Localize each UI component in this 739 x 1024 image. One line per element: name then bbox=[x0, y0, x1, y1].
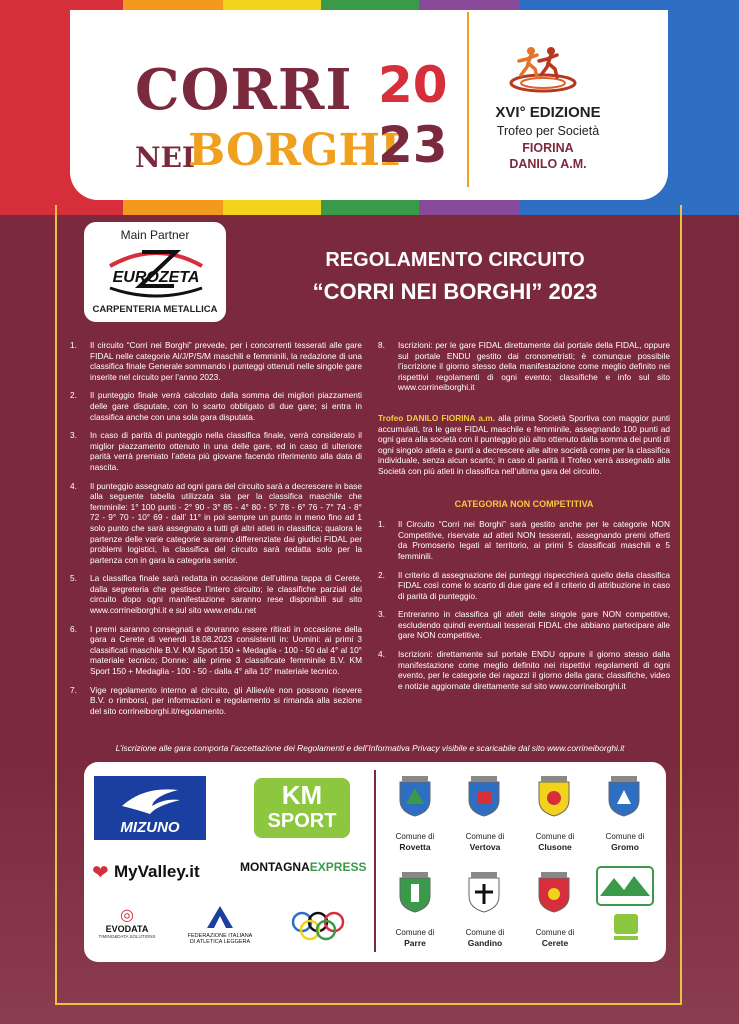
montagna-text: MONTAGNA bbox=[240, 860, 310, 874]
rule-number: 5. bbox=[70, 573, 77, 584]
rule-number: 4. bbox=[378, 649, 385, 660]
comune-name: Gandino bbox=[467, 938, 503, 948]
rule-text: Entreranno in classifica gli atleti delle singole gare NON competitive, escludendo quindi eventuali tesserati FIDAL che abbiano partecipare alle gare NON competitive. bbox=[398, 609, 670, 641]
myvalley-text: MyValley.it bbox=[114, 862, 200, 881]
rule-item bbox=[378, 570, 670, 602]
myvalley-logo bbox=[92, 858, 212, 886]
comune-rovetta bbox=[380, 832, 450, 853]
rule-item bbox=[70, 481, 362, 566]
comune-parre bbox=[380, 928, 450, 949]
title-corri: CORRI bbox=[135, 57, 353, 123]
comune-label: Comune di bbox=[535, 928, 575, 937]
rings-logo bbox=[288, 908, 360, 944]
title-borghi: BORGHI bbox=[188, 125, 401, 176]
trophy-paragraph-bold: Trofeo DANILO FIORINA a.m. bbox=[378, 412, 495, 423]
main-partner-box bbox=[84, 222, 226, 322]
fidal-line2: DI ATLETICA LEGGERA bbox=[189, 939, 251, 945]
partner-label: Main Partner bbox=[120, 228, 190, 242]
clusone-crest-icon bbox=[535, 774, 573, 818]
comune-gandino bbox=[450, 928, 520, 949]
rule-number: 1. bbox=[70, 340, 77, 350]
regulation-subtitle: “CORRI NEI BORGHI” 2023 bbox=[312, 279, 598, 304]
rovetta-crest-icon bbox=[396, 774, 434, 818]
year-top: 20 bbox=[378, 56, 448, 114]
rule-number: 3. bbox=[378, 609, 385, 620]
rule-number: 6. bbox=[70, 623, 77, 634]
rule-item bbox=[70, 685, 362, 717]
comune-clusone bbox=[520, 832, 590, 853]
rule-text: Il punteggio finale verrà calcolato dalla somma dei migliori piazzamenti delle gare disputate, con lo scarto obbligato di due gare; si entra in classifica anche con una sola gara disputata. bbox=[90, 390, 362, 422]
non-competitive-title: CATEGORIA NON COMPETITIVA bbox=[454, 498, 594, 509]
eurozeta-text: EUROZETA bbox=[112, 269, 200, 286]
comune-name: Clusone bbox=[538, 842, 572, 852]
evodata-subtitle: TIMING&DATA SOLUTIONS bbox=[98, 934, 156, 939]
comune-name: Cerete bbox=[541, 938, 569, 948]
rule-item bbox=[70, 340, 362, 382]
trophy-name-line2: DANILO A.M. bbox=[509, 157, 587, 171]
comune-label: Comune di bbox=[395, 832, 435, 841]
rule-text: Il punteggio assegnato ad ogni gara del circuito sarà a decrescere in base alla seguente tabella utilizzata sia per la classifica maschile che femminile: 1° 100 punti - 2° 90 - 3° 85 - 4° 80 - 5° 78 - 6° 76 - 7° 74 - 8° 72 - 9° 70 - 10° 69 - dall’ 11° in poi sempre un punto in meno fino ad 1 solo punto che sarà assegnato a tutti gli altri atleti in classifica; qualora le partenze delle varie categorie saranno differenziate dai giudici FIDAL per problemi logistici, la classifica del circuito sarà redatta solo per la partenza con in gara la categoria senior. bbox=[90, 480, 362, 565]
rule-number: 7. bbox=[70, 684, 77, 695]
comune-gromo bbox=[590, 832, 660, 853]
rules-left-column bbox=[70, 340, 362, 724]
partner-subtitle: CARPENTERIA METALLICA bbox=[92, 304, 218, 315]
rule-text: Iscrizioni: per le gare FIDAL direttamente dal portale della FIDAL, oppure sul portale ENDU gestito dai cronometristi; è comunque possibile l’iscrizione il giorno stesso della manifestazione come meglio definito nei rispettivi regolamenti di ogni evento; classifiche e info sul sito www.corrineiborghi.it bbox=[398, 340, 670, 393]
rule-item bbox=[378, 649, 670, 691]
comune-name: Parre bbox=[404, 938, 426, 948]
rule-item bbox=[70, 573, 362, 615]
km-text: KM bbox=[281, 780, 323, 810]
gromo-crest-icon bbox=[605, 774, 643, 818]
trophy-paragraph-text: alla prima Società Sportiva con maggior punti accumulati, tra le gare FIDAL maschile e femminile, assegnando 100 punti ad ogni gara alla società con il punteggio più alto ottenuto dalla somma dei punti di ogni singolo atleta e punti a decrescere alle altre società come per la classifica individuale, senza alcun scarto; in caso di parità il Trofeo verrà assegnato alla Società con più atleti in classifica nell’ultima gara del circuito. bbox=[378, 412, 670, 476]
rule-number: 2. bbox=[378, 569, 385, 580]
promoserio-logo bbox=[612, 912, 640, 942]
rule-text: I premi saranno consegnati e dovranno essere ritirati in occasione della gara a Cerete di venerdì 18.08.2023 consistenti in: Uomini: ai primi 3 classificati maschile B.V. KM Sport 150 + Medaglia - 100 - 50 dal 4° al 10° materiale tecnico; Donne: alle prime 3 classificate femminile B.V. KM Sport 150 + Medaglia - 100 - 50 - dalla 4° alla 10° materiale tecnico. bbox=[90, 623, 362, 677]
rule-text: La classifica finale sarà redatta in occasione dell’ultima tappa di Cerete, dalla segreteria che gestisce l’intero circuito; le classifiche parziali del circuito dopo ogni manifestazione saranno rese disponibili sul sito www.corrineiborghi.it e sul sito www.endu.net bbox=[90, 573, 362, 616]
montagna-express-logo bbox=[240, 860, 367, 884]
rule-number: 4. bbox=[70, 480, 77, 491]
valle-seriana-logo bbox=[596, 866, 654, 906]
comune-name: Gromo bbox=[611, 842, 639, 852]
mizuno-runbird-icon bbox=[94, 776, 206, 840]
edition: XVI° EDIZIONE bbox=[495, 104, 601, 121]
rule-text: In caso di parità di punteggio nella classifica finale, verrà considerato il miglior piazzamento ottenuto in una delle gare, ed in caso di ulteriore parità verrà premiato l’atleta più giovane facendo riferimento alla data di nascita. bbox=[90, 430, 362, 472]
sponsors-divider bbox=[374, 770, 376, 952]
rule-number: 3. bbox=[70, 430, 77, 441]
comune-label: Comune di bbox=[535, 832, 575, 841]
rule-item bbox=[378, 609, 670, 641]
rule-number: 8. bbox=[378, 340, 385, 350]
rule-text: Iscrizioni: direttamente sul portale ENDU oppure il giorno stesso dalla manifestazione come meglio definito nei rispettivi regolamenti di ogni evento, per le categorie dei ragazzi il giorno della gara; classifiche, video e notizie aggiornate direttamente sul sito www.corrineiborghi.it bbox=[398, 649, 670, 691]
rule-item bbox=[378, 519, 670, 561]
regulation-title: REGOLAMENTO CIRCUITO bbox=[325, 249, 585, 271]
trophy-name-line1: FIORINA bbox=[522, 141, 574, 155]
rule-item bbox=[70, 624, 362, 677]
title-nei: NEI bbox=[135, 141, 196, 174]
comune-label: Comune di bbox=[465, 928, 505, 937]
sport-text: SPORT bbox=[267, 810, 337, 832]
evodata-logo bbox=[90, 908, 164, 948]
comune-label: Comune di bbox=[605, 832, 645, 841]
rule-item bbox=[70, 430, 362, 472]
comune-label: Comune di bbox=[465, 832, 505, 841]
fidal-icon bbox=[205, 906, 235, 928]
comune-name: Vertova bbox=[469, 842, 501, 852]
cerete-crest-icon bbox=[535, 870, 573, 914]
comune-name: Rovetta bbox=[399, 842, 431, 852]
comune-vertova bbox=[450, 832, 520, 853]
comune-cerete bbox=[520, 928, 590, 949]
trophy-paragraph bbox=[378, 413, 670, 477]
heart-icon: ❤ bbox=[92, 862, 109, 884]
trophy-label: Trofeo per Società bbox=[496, 124, 600, 138]
rule-text: Vige regolamento interno al circuito, gli Allievi/e non possono ricevere B.V. o rimborsi, per informazioni e regolamento si rimanda alla sezione del sito corrineiborghi.it/regolamento. bbox=[90, 684, 362, 716]
eurozeta-logo bbox=[102, 246, 210, 300]
year-bottom: 23 bbox=[378, 116, 448, 174]
rule-text: Il Circuito “Corri nei Borghi” sarà gestito anche per le categorie NON Competitive, riservate ad atleti NON tesserati, assegnando premi offerti da Promoserio legati al territorio, ai primi 5 classificati maschili e 5 femminili. bbox=[398, 519, 670, 561]
privacy-notice: L’iscrizione alle gara comporta l’accettazione dei Regolamenti e dell’Informativa Privacy visibile e scaricabile dal sito www.corrineiborghi.it bbox=[115, 743, 625, 753]
header-divider bbox=[467, 12, 469, 187]
sponsors-box bbox=[84, 762, 666, 962]
gandino-crest-icon bbox=[465, 870, 503, 914]
runners-icon bbox=[507, 45, 579, 95]
trophy-name bbox=[478, 140, 618, 172]
mizuno-logo bbox=[94, 776, 206, 840]
comune-label: Comune di bbox=[395, 928, 435, 937]
rule-item bbox=[70, 390, 362, 422]
rule-text: Il criterio di assegnazione dei punteggi rispecchierà quello della classifica FIDAL così come lo scarto di due gare ed il criterio di attribuzione in caso di parità di punteggio. bbox=[398, 569, 670, 601]
evodata-text: EVODATA bbox=[105, 924, 149, 934]
fidal-line1: FEDERAZIONE ITALIANA bbox=[187, 933, 253, 939]
km-sport-logo bbox=[254, 778, 350, 838]
rules-right-column bbox=[378, 340, 670, 699]
rule-item bbox=[378, 340, 670, 393]
evodata-icon: ◎ bbox=[120, 907, 134, 924]
express-text: EXPRESS bbox=[309, 860, 367, 874]
fidal-logo bbox=[180, 906, 260, 950]
mizuno-text: MIZUNO bbox=[120, 819, 180, 836]
rule-number: 1. bbox=[378, 519, 385, 530]
rule-number: 2. bbox=[70, 390, 77, 401]
parre-crest-icon bbox=[396, 870, 434, 914]
rule-text: Il circuito “Corri nei Borghi” prevede, per i concorrenti tesserati alle gare FIDAL nelle categorie Al/J/P/S/M maschili e femminili, la redazione di una classifica finale Generale sommando i punteggi ottenuti nelle singole gare inserite nel circuito per l’anno 2023. bbox=[90, 340, 362, 382]
vertova-crest-icon bbox=[465, 774, 503, 818]
